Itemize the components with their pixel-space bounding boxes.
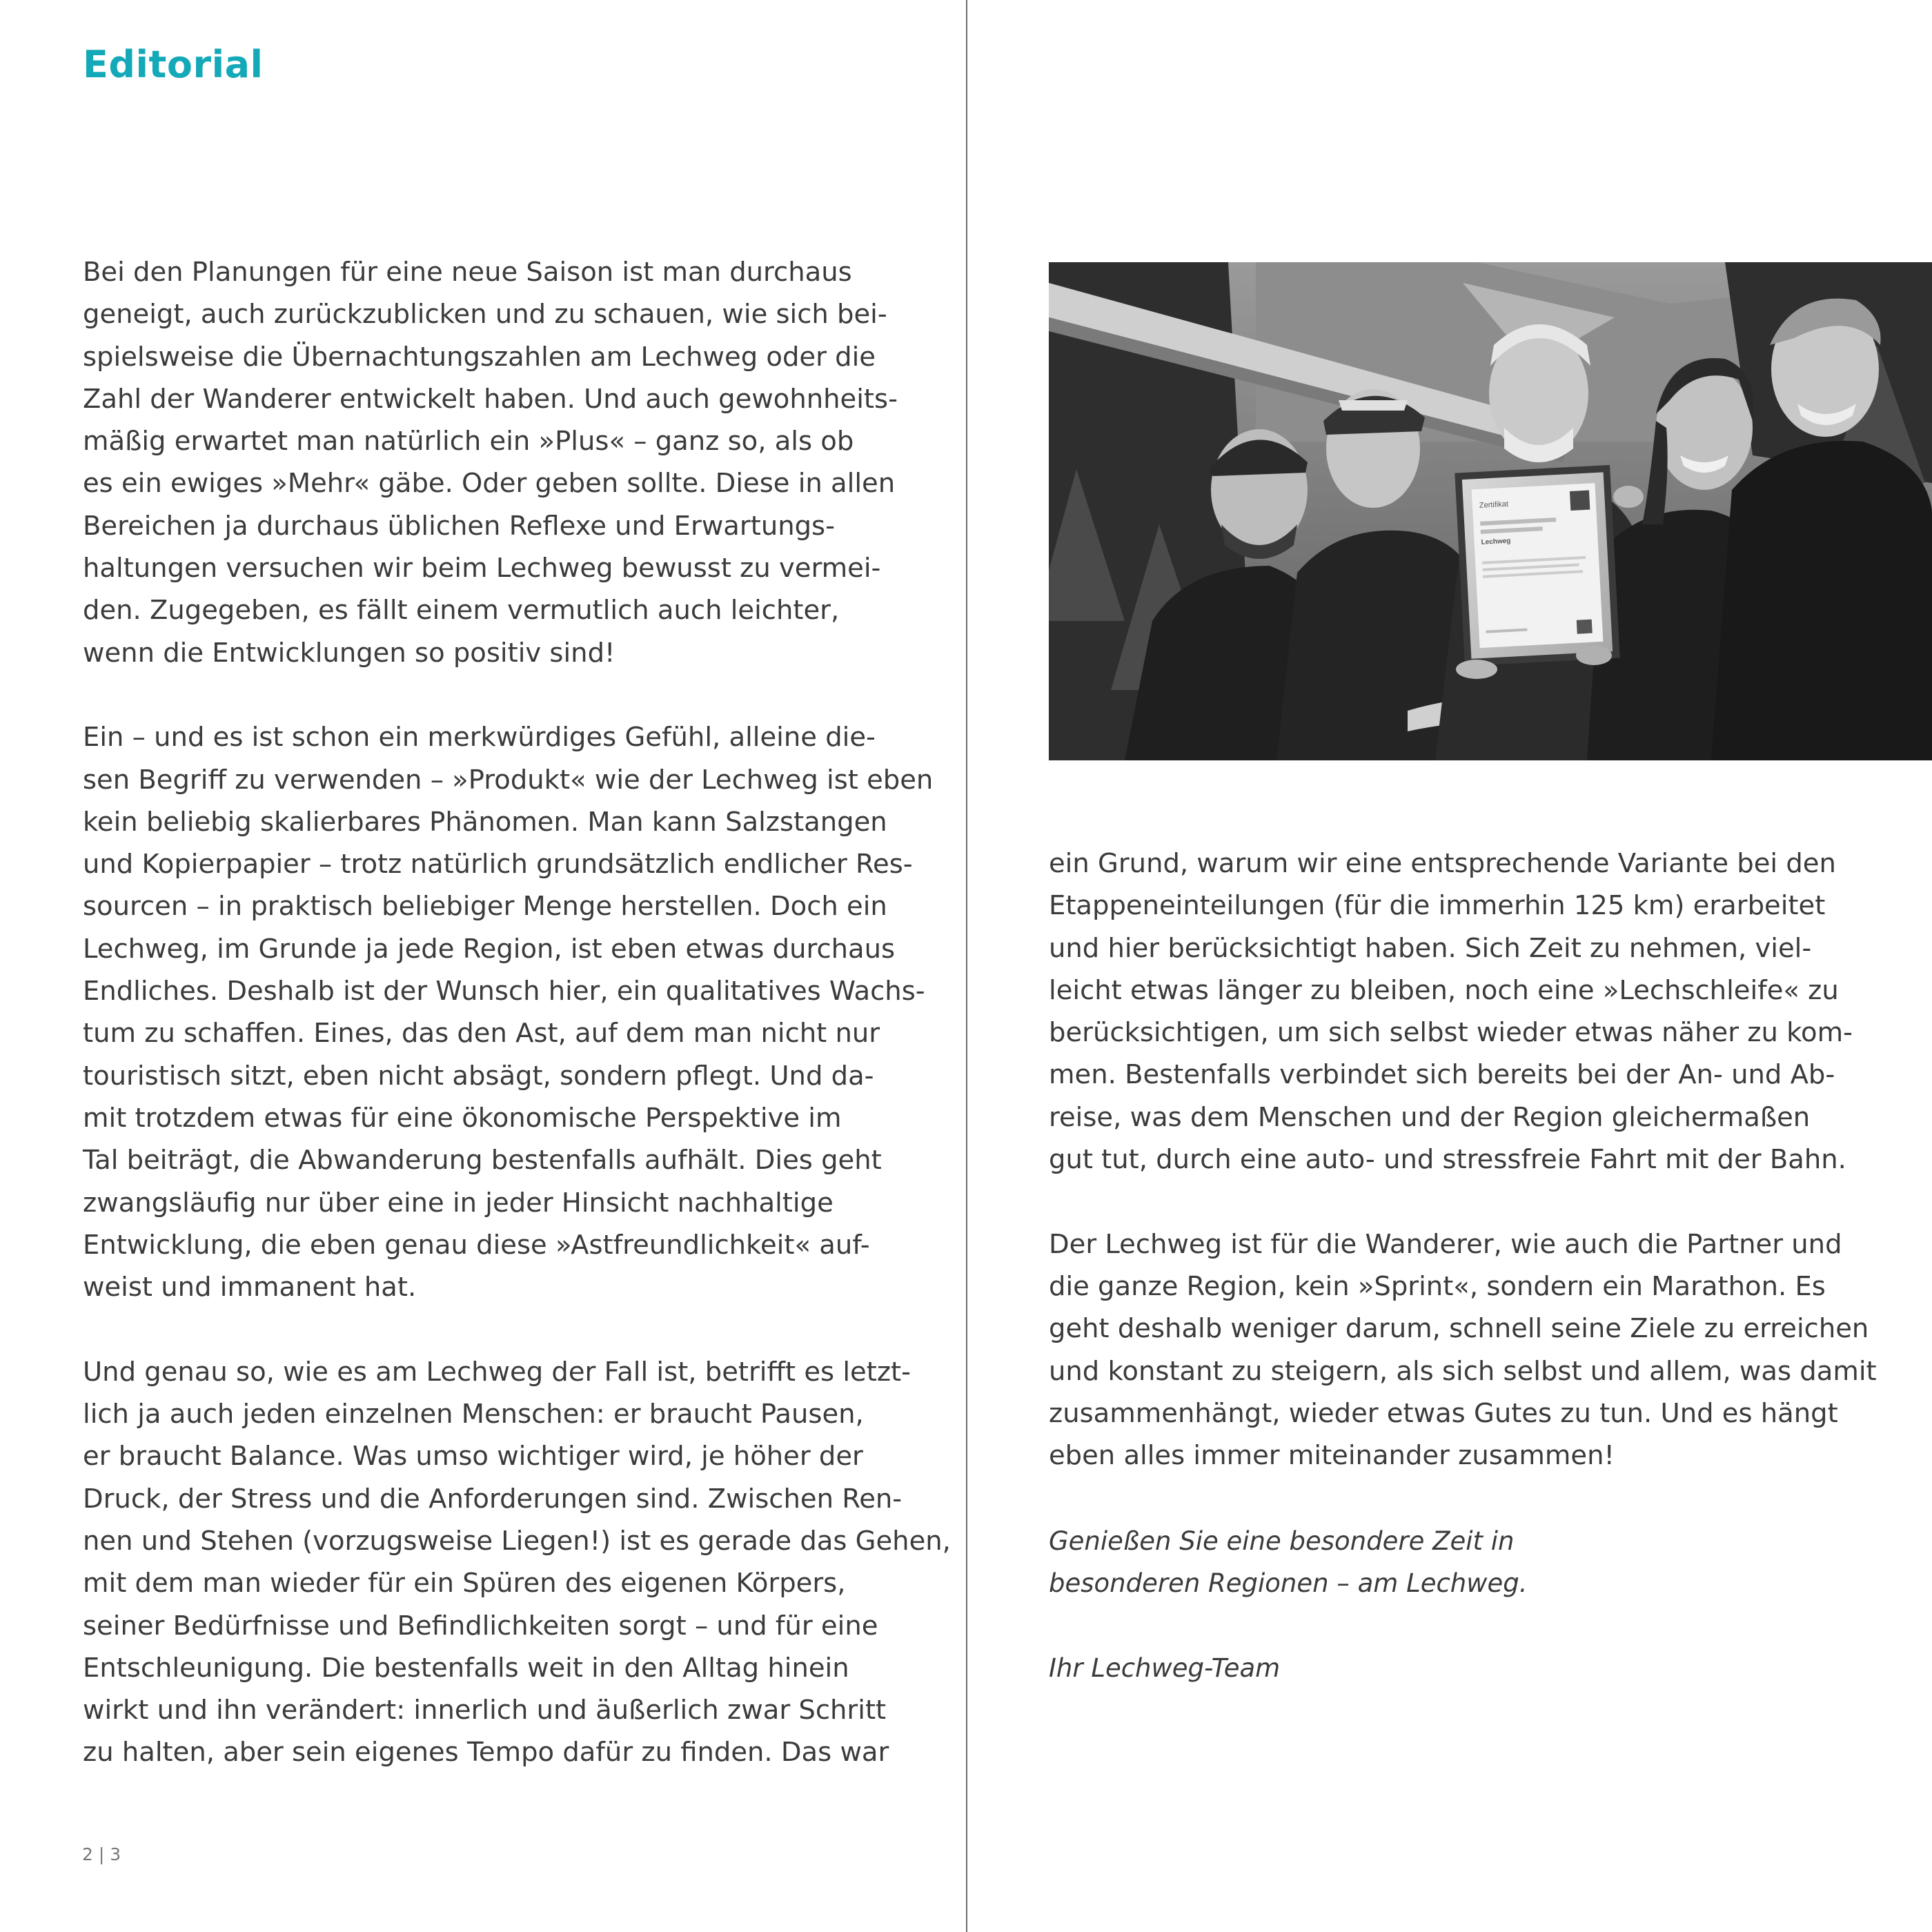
text-line: eben alles immer miteinander zusammen! xyxy=(1049,1440,1615,1472)
text-line: Druck, der Stress und die Anforderungen sind. Zwischen Ren- xyxy=(83,1483,903,1515)
text-line: zu halten, aber sein eigenes Tempo dafür zu finden. Das war xyxy=(83,1737,889,1768)
text-line: gut tut, durch eine auto- und stressfreie Fahrt mit der Bahn. xyxy=(1049,1144,1846,1176)
text-line: geht deshalb weniger darum, schnell seine Ziele zu erreichen xyxy=(1049,1313,1869,1345)
text-line: Der Lechweg ist für die Wanderer, wie auch die Partner und xyxy=(1049,1228,1842,1260)
text-line: mit dem man wieder für ein Spüren des eigenen Körpers, xyxy=(83,1568,846,1599)
signoff-line-1: Genießen Sie eine besondere Zeit in xyxy=(1049,1526,1515,1556)
signoff-signature: Ihr Lechweg-Team xyxy=(1049,1653,1281,1683)
text-line: leicht etwas länger zu bleiben, noch eine »Lechschleife« zu xyxy=(1049,974,1839,1006)
text-line: weist und immanent hat. xyxy=(83,1272,417,1303)
text-line: es ein ewiges »Mehr« gäbe. Oder geben sollte. Diese in allen xyxy=(83,468,896,500)
text-line: Und genau so, wie es am Lechweg der Fall ist, betrifft es letzt- xyxy=(83,1356,911,1388)
text-line: ein Grund, warum wir eine entsprechende Variante bei den xyxy=(1049,848,1836,879)
text-line: wenn die Entwicklungen so positiv sind! xyxy=(83,637,615,669)
text-line: Bereichen ja durchaus üblichen Reflexe und Erwartungs- xyxy=(83,510,836,542)
page-number: 2 | 3 xyxy=(82,1844,121,1864)
text-line: er braucht Balance. Was umso wichtiger wird, je höher der xyxy=(83,1441,863,1472)
paragraph-gap xyxy=(83,1308,951,1350)
text-line: Tal beiträgt, die Abwanderung bestenfalls aufhält. Dies geht xyxy=(83,1145,882,1176)
text-line: Zahl der Wanderer entwickelt haben. Und auch gewohnheits- xyxy=(83,383,898,415)
group-photo xyxy=(1049,262,1932,760)
text-line: reise, was dem Menschen und der Region gleichermaßen xyxy=(1049,1101,1811,1133)
text-line: und hier berücksichtigt haben. Sich Zeit zu nehmen, viel- xyxy=(1049,932,1812,964)
page-title: Editorial xyxy=(83,43,264,86)
text-line: und konstant zu steigern, als sich selbst und allem, was damit xyxy=(1049,1355,1877,1387)
text-line: men. Bestenfalls verbindet sich bereits bei der An- und Ab- xyxy=(1049,1059,1835,1091)
paragraph-gap xyxy=(1049,1181,1877,1223)
signoff xyxy=(1049,1520,1528,1689)
certificate-name: Lechweg xyxy=(1481,537,1511,546)
text-line: zwangsläufig nur über eine in jeder Hinsicht nachhaltige xyxy=(83,1187,834,1219)
text-line: Endliches. Deshalb ist der Wunsch hier, ein qualitatives Wachs- xyxy=(83,976,925,1007)
text-line: den. Zugegeben, es fällt einem vermutlich auch leichter, xyxy=(83,595,840,627)
text-line: sourcen – in praktisch beliebiger Menge herstellen. Doch ein xyxy=(83,891,887,923)
text-line: Lechweg, im Grunde ja jede Region, ist eben etwas durchaus xyxy=(83,933,896,965)
text-line: sen Begriff zu verwenden – »Produkt« wie der Lechweg ist eben xyxy=(83,764,934,796)
text-line: seiner Bedürfnisse und Befindlichkeiten sorgt – und für eine xyxy=(83,1610,878,1642)
text-line: geneigt, auch zurückzublicken und zu schauen, wie sich bei- xyxy=(83,299,887,331)
signoff-line-2: besonderen Regionen – am Lechweg. xyxy=(1049,1568,1528,1599)
text-line: die ganze Region, kein »Sprint«, sondern ein Marathon. Es xyxy=(1049,1270,1826,1302)
text-line: touristisch sitzt, eben nicht absägt, sondern pflegt. Und da- xyxy=(83,1060,874,1092)
text-line: Bei den Planungen für eine neue Saison ist man durchaus xyxy=(83,257,852,288)
text-line: kein beliebig skalierbares Phänomen. Man kann Salzstangen xyxy=(83,806,887,838)
text-line: haltungen versuchen wir beim Lechweg bewusst zu vermei- xyxy=(83,553,881,584)
text-line: spielsweise die Übernachtungszahlen am Lechweg oder die xyxy=(83,341,876,373)
text-line: nen und Stehen (vorzugsweise Liegen!) ist es gerade das Gehen, xyxy=(83,1525,951,1557)
text-line: Etappeneinteilungen (für die immerhin 125 km) erarbeitet xyxy=(1049,890,1826,922)
text-line: tum zu schaffen. Eines, das den Ast, auf dem man nicht nur xyxy=(83,1018,880,1049)
paragraph-gap xyxy=(83,674,951,716)
text-line: wirkt und ihn verändert: innerlich und äußerlich zwar Schritt xyxy=(83,1695,887,1726)
text-line: mäßig erwartet man natürlich ein »Plus« – ganz so, als ob xyxy=(83,426,854,457)
text-line: Ein – und es ist schon ein merkwürdiges Gefühl, alleine die- xyxy=(83,722,876,753)
group-photo-image xyxy=(1049,262,1932,760)
text-line: zusammenhängt, wieder etwas Gutes zu tun. Und es hängt xyxy=(1049,1397,1838,1429)
text-line: und Kopierpapier – trotz natürlich grundsätzlich endlicher Res- xyxy=(83,849,913,880)
text-line: lich ja auch jeden einzelnen Menschen: er braucht Pausen, xyxy=(83,1399,864,1430)
text-line: Entschleunigung. Die bestenfalls weit in den Alltag hinein xyxy=(83,1652,849,1684)
text-line: Entwicklung, die eben genau diese »Astfreundlichkeit« auf- xyxy=(83,1229,870,1261)
certificate-heading: Zertifikat xyxy=(1479,500,1509,510)
page-divider xyxy=(966,0,967,1932)
right-text-column xyxy=(1049,842,1877,1477)
text-line: mit trotzdem etwas für eine ökonomische Perspektive im xyxy=(83,1102,842,1134)
text-line: berücksichtigen, um sich selbst wieder etwas näher zu kom- xyxy=(1049,1017,1853,1049)
left-text-column xyxy=(83,251,951,1774)
